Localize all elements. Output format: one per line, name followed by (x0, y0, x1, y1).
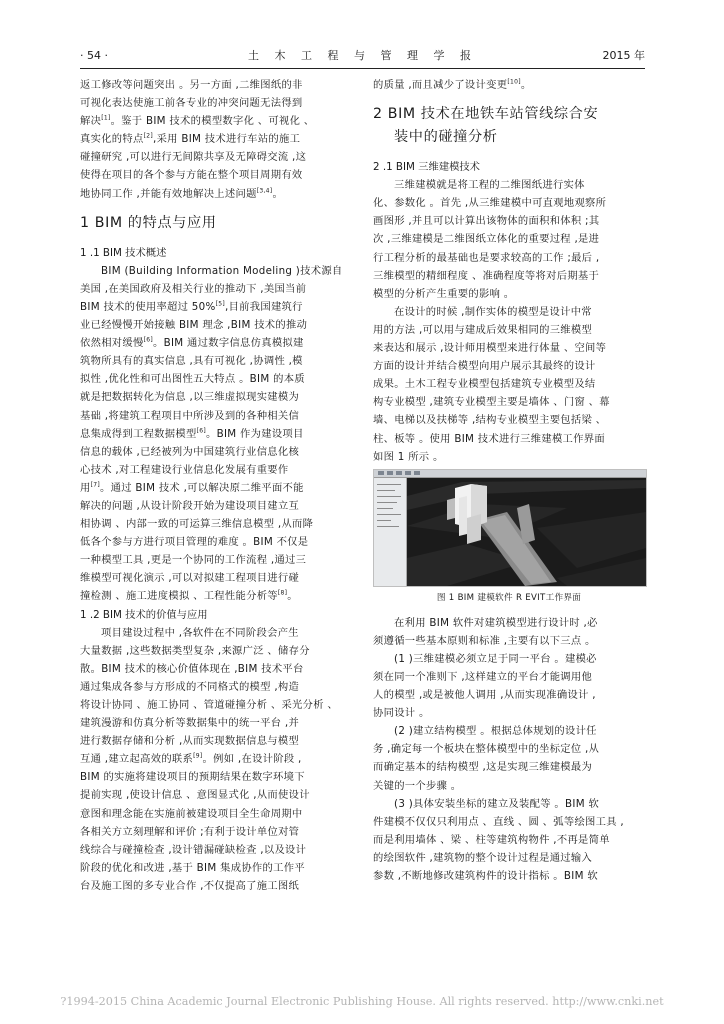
text-line (373, 813, 645, 831)
text-line (80, 805, 352, 823)
running-header (80, 48, 645, 64)
line-text: 三维建模就是将工程的二维图纸进行实体 (394, 179, 585, 192)
line-text: 关键的一个步骤 。 (373, 779, 462, 792)
line-text: 息集成得到工程数据模型 (80, 427, 197, 440)
line-text: 在设计的时候 ,制作实体的模型是设计中常 (394, 305, 592, 318)
line-text: 相协调 、内部一致的可运算三维信息模型 ,从而降 (80, 518, 314, 531)
text-line (373, 176, 645, 194)
text-line (80, 660, 352, 678)
text-line (373, 448, 645, 466)
text-line (80, 642, 352, 660)
line-text: (2 )建立结构模型 。根据总体规划的设计任 (394, 725, 597, 738)
line-text: 基础 ,将建筑工程项目中所涉及到的各种相关信 (80, 409, 300, 422)
text-line (80, 624, 352, 642)
line-text: 协同设计 。 (373, 707, 430, 720)
line-text: 解决 (80, 115, 102, 128)
text-line (373, 795, 645, 813)
citation-ref: [8] (277, 590, 288, 598)
paragraph-gap (373, 149, 645, 158)
line-text: 信息的载体 ,已经被列为中国建筑行业信息化核 (80, 445, 300, 458)
line-text-continued: ,目前我国建筑行 (225, 300, 303, 313)
line-text-continued: ,采用 BIM 技术进行车站的施工 (153, 133, 301, 146)
line-text: 用 (80, 481, 91, 494)
text-line (373, 267, 645, 285)
line-text: 地协同工作 ,并能有效地解决上述问题 (80, 187, 257, 200)
citation-ref: [9] (193, 752, 203, 760)
line-text: 三维模型的精细程度 、准确程度等将对后期基于 (373, 269, 600, 282)
line-text: 拟性 ,优化性和可出图性五大特点 。BIM 的本质 (80, 373, 305, 386)
line-text: 方面的设计并结合模型向用户展示其最终的设计 (373, 360, 596, 373)
text-line (80, 497, 352, 515)
line-text: 撞检测 、施工进度模拟 、工程性能分析等 (80, 590, 278, 603)
line-text: 墙、电梯以及扶梯等 ,结构专业模型主要包括梁 、 (373, 414, 607, 427)
line-text: 业已经慢慢开始接触 BIM 理念 ,BIM 技术的推动 (80, 319, 308, 332)
citation-ref: [3,4] (256, 187, 273, 195)
text-line (373, 393, 645, 411)
line-text: 台及施工图的多专业合作 ,不仅提高了施工图纸 (80, 879, 300, 892)
text-line (80, 316, 352, 334)
subsection-heading (80, 606, 352, 624)
text-line (80, 569, 352, 587)
text-line (80, 352, 352, 370)
line-text-continued: 。 (287, 590, 298, 603)
line-text: 返工修改等问题突出 。另一方面 ,二维图纸的非 (80, 79, 303, 91)
paragraph-gap (373, 94, 645, 103)
line-text: 须在同一个准则下 ,这样建立的平台才能调用他 (373, 670, 593, 683)
text-line (80, 841, 352, 859)
text-line (373, 303, 645, 321)
line-text: 一种模型工具 ,更是一个协同的工作流程 ,通过三 (80, 554, 307, 567)
line-text: 可视化表达使施工前各专业的冲突问题无法得到 (80, 97, 303, 110)
figure-1-revit-screenshot (373, 469, 647, 587)
line-text: 美国 ,在美国政府及相关行业的推动下 ,美国当前 (80, 282, 307, 295)
line-text: 行工程分析的最基础也是要求较高的工作 ;最后 , (373, 251, 600, 264)
line-text: 将设计协同 、施工协同 、管道碰撞分析 、采光分析 、 (80, 699, 339, 711)
line-text: 装中的碰撞分析 (394, 129, 498, 146)
line-text-continued: 。鉴于 BIM 技术的模型数字化 、可视化 、 (110, 115, 315, 128)
text-line (80, 76, 352, 94)
section-heading (373, 126, 645, 149)
text-line (373, 758, 645, 776)
line-text: 而是利用墙体 、梁 、柱等建筑构物件 ,不再是简单 (373, 833, 610, 846)
line-text: 构专业模型 ,建筑专业模型主要是墙体 、门窗 、幕 (373, 396, 610, 409)
citation-ref: [6] (196, 427, 206, 435)
text-line (80, 425, 352, 443)
text-line (373, 357, 645, 375)
right-column-text-bottom (373, 614, 645, 885)
line-text: 线综合与碰撞检查 ,设计错漏碰缺检查 ,以及设计 (80, 843, 307, 856)
text-line (373, 375, 645, 393)
text-line (373, 740, 645, 758)
line-text-continued: 。 (520, 79, 532, 91)
text-line (373, 668, 645, 686)
text-line (80, 479, 352, 497)
line-text: 1 .1 BIM 技术概述 (80, 246, 167, 259)
line-text: 各相关方立刻理解和评价 ;有利于设计单位对管 (80, 825, 300, 838)
line-text-continued: 。BIM 作为建设项目 (205, 427, 304, 440)
citation-ref: [2] (143, 132, 153, 140)
line-text: 建筑漫游和仿真分析等数据集中的统一平台 ,并 (80, 717, 300, 730)
copyright-footer: ?1994-2015 China Academic Journal Electronic Publishing House. All rights reserved. http://www.cnki.net (60, 995, 664, 1008)
line-text: 就是把数据转化为信息 ,以三维虚拟现实建模为 (80, 391, 300, 404)
line-text: 互通 ,建立起高效的联系 (80, 753, 194, 766)
text-line (80, 262, 352, 280)
citation-ref: [10] (507, 78, 521, 86)
text-line (80, 112, 352, 130)
text-line (80, 334, 352, 352)
3d-model-view-icon (407, 478, 646, 586)
text-line (373, 831, 645, 849)
line-text: 依然相对缓慢 (80, 337, 144, 350)
right-column-text-top (373, 76, 645, 466)
text-line (80, 877, 352, 895)
publication-year: 2015 年 (602, 49, 645, 62)
line-text: 人的模型 ,或是被他人调用 ,从而实现准确设计 , (373, 689, 596, 702)
text-line (80, 678, 352, 696)
line-text: 低各个参与方进行项目管理的难度 。BIM 不仅是 (80, 536, 309, 549)
line-text: 项目建设过程中 ,各软件在不同阶段会产生 (101, 626, 299, 639)
text-line (80, 750, 352, 768)
revit-3d-viewport (407, 478, 646, 586)
revit-toolbar (374, 470, 646, 478)
line-text: 碰撞研究 ,可以进行无间隙共享及无障碍交流 ,这 (80, 151, 307, 164)
text-line (373, 285, 645, 303)
line-text: 参数 ,不断地修改建筑构件的设计指标 。BIM 软 (373, 870, 598, 882)
line-text: 化、参数化 。首先 ,从三维建模中可直观地观察所 (373, 197, 607, 210)
text-line (373, 321, 645, 339)
text-line (80, 859, 352, 877)
text-line (373, 339, 645, 357)
line-text: BIM 技术的使用率超过 50% (80, 300, 216, 313)
line-text: 2 .1 BIM 三维建模技术 (373, 161, 480, 174)
text-line (373, 867, 645, 885)
line-text: 次 ,三维建模是二维图纸立体化的重要过程 ,是进 (373, 233, 600, 246)
line-text: (3 )具体安装坐标的建立及装配等 。BIM 软 (394, 797, 600, 810)
text-line (80, 768, 352, 786)
text-line (80, 732, 352, 750)
citation-ref: [5] (215, 300, 225, 308)
text-line (373, 650, 645, 668)
text-line (80, 587, 352, 605)
text-line (80, 551, 352, 569)
section-heading (373, 103, 645, 126)
text-line (373, 411, 645, 429)
line-text: BIM 的实施将建设项目的预期结果在数字环境下 (80, 771, 305, 784)
line-text: 画图形 ,并且可以计算出该物体的面积和体积 ;其 (373, 215, 600, 228)
line-text: 2 BIM 技术在地铁车站管线综合安 (373, 106, 599, 123)
line-text: 大量数据 ,这些数据类型复杂 ,来源广泛 、储存分 (80, 644, 310, 657)
line-text: 散。BIM 技术的核心价值体现在 ,BIM 技术平台 (80, 662, 304, 675)
text-line (80, 461, 352, 479)
line-text: 的质量 ,而且减少了设计变更 (373, 79, 508, 91)
line-text: 用的方法 ,可以用与建成后效果相同的三维模型 (373, 323, 593, 336)
text-line (80, 696, 352, 714)
citation-ref: [1] (101, 114, 111, 122)
line-text: 阶段的优化和改进 ,基于 BIM 集成协作的工作平 (80, 861, 305, 874)
citation-ref: [7] (90, 481, 101, 489)
line-text: BIM (Building Information Modeling )技术源自 (101, 264, 343, 277)
text-line (80, 388, 352, 406)
paragraph-gap (80, 203, 352, 212)
citation-ref: [6] (143, 336, 153, 344)
text-line (373, 632, 645, 650)
page-number: · 54 · (80, 49, 108, 62)
text-line (80, 823, 352, 841)
line-text: 而确定基本的结构模型 ,这是实现三维建模最为 (373, 761, 593, 774)
text-line (373, 194, 645, 212)
line-text: 通过集成各参与方形成的不同格式的模型 ,构造 (80, 680, 300, 693)
paragraph-gap (80, 235, 352, 244)
line-text: 解决的问题 ,从设计阶段开始为建设项目建立互 (80, 499, 300, 512)
text-line (80, 515, 352, 533)
text-line (80, 786, 352, 804)
line-text: 筑物所具有的真实信息 ,具有可视化 ,协调性 ,模 (80, 355, 303, 368)
text-line (80, 280, 352, 298)
left-column (80, 76, 352, 895)
text-line (373, 704, 645, 722)
text-line (80, 148, 352, 166)
text-line (80, 370, 352, 388)
line-text: 须遵循一些基本原则和标准 ,主要有以下三点 。 (373, 634, 596, 647)
revit-project-browser (374, 478, 407, 586)
line-text: 维模型可视化演示 ,可以对拟建工程项目进行碰 (80, 572, 300, 585)
text-line (80, 407, 352, 425)
line-text: 柱、板等 。使用 BIM 技术进行三维建模工作界面 (373, 432, 605, 445)
line-text: 如图 1 所示 。 (373, 450, 444, 463)
text-line (80, 130, 352, 148)
text-line (373, 722, 645, 740)
text-line (80, 166, 352, 184)
line-text: 提前实现 ,使设计信息 、意图显式化 ,从而使设计 (80, 789, 310, 802)
text-line (373, 777, 645, 795)
text-line (373, 430, 645, 448)
subsection-heading (373, 158, 645, 176)
line-text: 意图和理念能在实施前被建设项目全生命周期中 (80, 807, 303, 820)
line-text: 心技术 ,对工程建设行业信息化发展有重要作 (80, 463, 289, 476)
line-text: 1 .2 BIM 技术的价值与应用 (80, 608, 208, 621)
text-line (80, 185, 352, 203)
line-text: 务 ,确定每一个板块在整体模型中的坐标定位 ,从 (373, 743, 600, 756)
line-text: 真实化的特点 (80, 133, 144, 146)
line-text: 进行数据存储和分析 ,从而实现数据信息与模型 (80, 735, 300, 748)
figure-1-caption: 图 1 BIM 建模软件 R EVIT工作界面 (436, 592, 582, 603)
line-text-continued: 。 (272, 187, 284, 200)
text-line (373, 212, 645, 230)
line-text-continued: 。BIM 通过数字信息仿真模拟建 (153, 337, 304, 350)
text-line (373, 686, 645, 704)
line-text: 的绘图软件 ,建筑物的整个设计过程是通过输入 (373, 851, 593, 864)
subsection-heading (80, 244, 352, 262)
journal-title: 土 木 工 程 与 管 理 学 报 (248, 49, 477, 62)
line-text: 在利用 BIM 软件对建筑模型进行设计时 ,必 (394, 616, 598, 629)
text-line (373, 230, 645, 248)
section-heading (80, 212, 352, 235)
line-text: 模型的分析产生重要的影响 。 (373, 287, 515, 300)
text-line (373, 614, 645, 632)
text-line (80, 443, 352, 461)
header-rule (80, 68, 645, 69)
text-line (80, 714, 352, 732)
line-text: 1 BIM 的特点与应用 (80, 214, 217, 231)
text-line (80, 94, 352, 112)
right-column (373, 76, 645, 885)
line-text-continued: 。通过 BIM 技术 ,可以解决原二维平面不能 (100, 481, 304, 494)
line-text-continued: 。例如 ,在设计阶段 , (202, 753, 302, 766)
text-line (80, 533, 352, 551)
text-line (373, 76, 645, 94)
text-line (373, 849, 645, 867)
text-line (373, 249, 645, 267)
text-line (80, 298, 352, 316)
line-text: 成果。土木工程专业模型包括建筑专业模型及结 (373, 378, 596, 391)
line-text: 件建模不仅仅只利用点 、直线 、圆 、弧等绘图工具 , (373, 815, 624, 828)
line-text: 使得在项目的各个参与方能在整个项目周期有效 (80, 169, 303, 182)
line-text: 来表达和展示 ,设计师用模型来进行体量 、空间等 (373, 342, 607, 355)
line-text: (1 )三维建模必须立足于同一平台 。建模必 (394, 652, 597, 665)
